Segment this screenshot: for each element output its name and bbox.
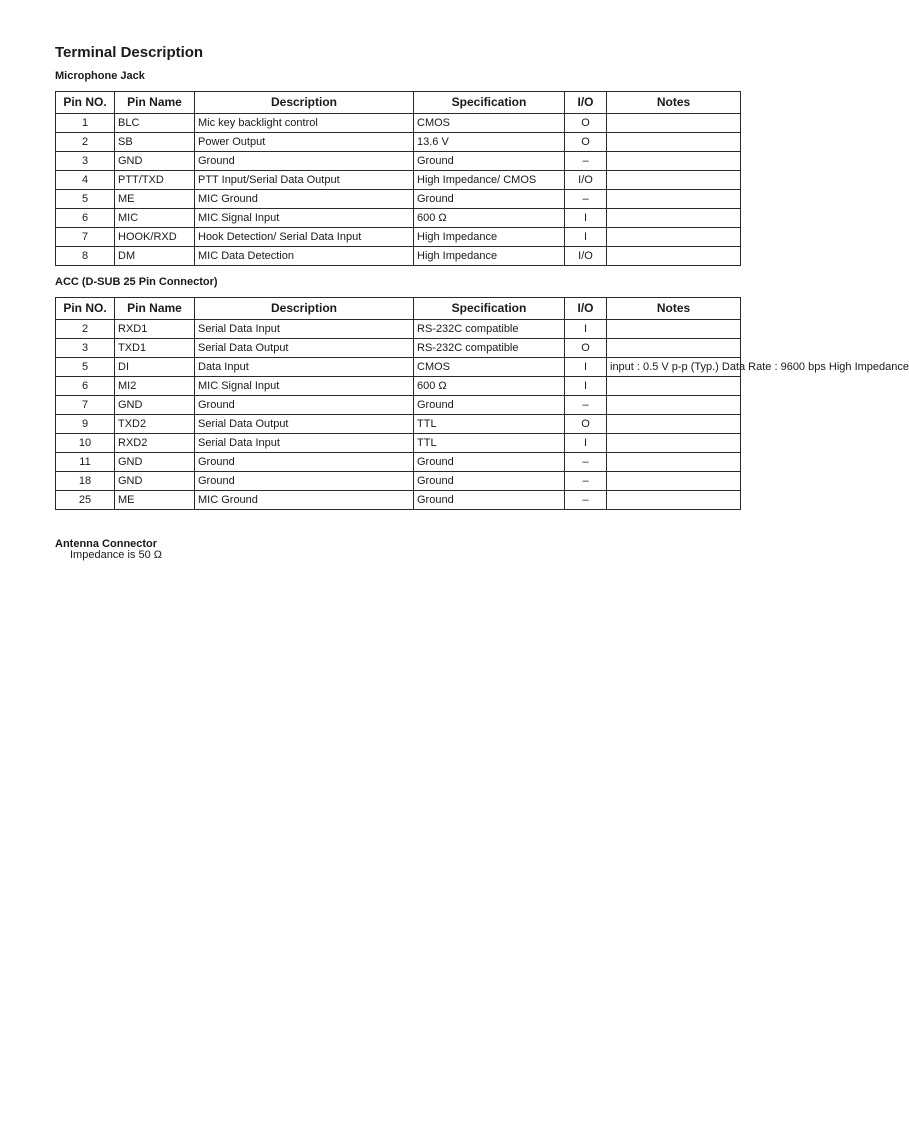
table-row <box>56 209 741 228</box>
cell-description: Serial Data Input <box>195 434 414 453</box>
cell-description: Power Output <box>195 133 414 152</box>
cell-io: – <box>565 152 607 171</box>
acc-connector-table <box>55 297 909 510</box>
cell-io: – <box>565 190 607 209</box>
acc-connector-title: ACC (D-SUB 25 Pin Connector) <box>55 276 218 288</box>
header-io: I/O <box>565 298 607 320</box>
cell-description: MIC Signal Input <box>195 377 414 396</box>
cell-notes <box>607 491 741 510</box>
header-io: I/O <box>565 92 607 114</box>
cell-specification: Ground <box>414 152 565 171</box>
header-specification: Specification <box>414 298 565 320</box>
table-row <box>56 339 741 358</box>
cell-notes <box>607 171 741 190</box>
table-body <box>56 320 909 510</box>
cell-notes <box>607 415 741 434</box>
antenna-connector-title: Antenna Connector <box>55 538 158 550</box>
cell-pin-no: 11 <box>56 453 115 472</box>
table-row <box>56 152 741 171</box>
cell-specification: 600 Ω <box>414 377 565 396</box>
cell-pin-no: 2 <box>56 320 115 339</box>
cell-description: Hook Detection/ Serial Data Input <box>195 228 414 247</box>
cell-notes <box>607 190 741 209</box>
cell-specification: CMOS <box>414 358 565 377</box>
cell-specification: Ground <box>414 190 565 209</box>
cell-specification: High Impedance <box>414 228 565 247</box>
cell-notes <box>607 133 741 152</box>
cell-io: I <box>565 434 607 453</box>
cell-description: Serial Data Output <box>195 415 414 434</box>
header-pin-name: Pin Name <box>115 298 195 320</box>
cell-specification: Ground <box>414 472 565 491</box>
cell-pin-name: RXD2 <box>115 434 195 453</box>
cell-description: MIC Ground <box>195 491 414 510</box>
table-row <box>56 228 741 247</box>
table-row <box>56 453 741 472</box>
cell-pin-no: 5 <box>56 358 115 377</box>
cell-pin-no: 10 <box>56 434 115 453</box>
cell-pin-name: MI2 <box>115 377 195 396</box>
header-notes: Notes <box>607 298 741 320</box>
header-pin-no: Pin NO. <box>56 298 115 320</box>
cell-pin-no: 7 <box>56 228 115 247</box>
cell-specification: Ground <box>414 453 565 472</box>
cell-description: PTT Input/Serial Data Output <box>195 171 414 190</box>
antenna-impedance-text: Impedance is 50 Ω <box>70 549 162 561</box>
table-row <box>56 377 741 396</box>
cell-description: Ground <box>195 396 414 415</box>
cell-notes <box>607 152 741 171</box>
cell-pin-no: 6 <box>56 209 115 228</box>
cell-io: O <box>565 415 607 434</box>
cell-description: Mic key backlight control <box>195 114 414 133</box>
cell-pin-name: TXD1 <box>115 339 195 358</box>
table-header <box>56 298 741 320</box>
cell-specification: 13.6 V <box>414 133 565 152</box>
header-row <box>56 298 741 320</box>
cell-pin-name: PTT/TXD <box>115 171 195 190</box>
cell-pin-name: RXD1 <box>115 320 195 339</box>
cell-io: O <box>565 114 607 133</box>
table-row <box>56 434 741 453</box>
cell-pin-name: DI <box>115 358 195 377</box>
cell-pin-name: GND <box>115 472 195 491</box>
cell-pin-name: GND <box>115 453 195 472</box>
cell-description: Ground <box>195 152 414 171</box>
header-description: Description <box>195 298 414 320</box>
cell-specification: TTL <box>414 434 565 453</box>
table-row <box>56 171 741 190</box>
cell-pin-name: SB <box>115 133 195 152</box>
cell-description: MIC Signal Input <box>195 209 414 228</box>
cell-notes <box>607 114 741 133</box>
cell-notes <box>607 396 741 415</box>
cell-notes <box>607 434 741 453</box>
cell-notes <box>607 453 741 472</box>
cell-io: I <box>565 377 607 396</box>
cell-notes <box>607 339 741 358</box>
cell-pin-no: 5 <box>56 190 115 209</box>
cell-description: Ground <box>195 453 414 472</box>
table-row <box>56 472 741 491</box>
table-row <box>56 133 741 152</box>
cell-io: – <box>565 453 607 472</box>
header-pin-no: Pin NO. <box>56 92 115 114</box>
cell-pin-name: GND <box>115 152 195 171</box>
cell-io: I <box>565 320 607 339</box>
cell-io: O <box>565 339 607 358</box>
cell-io: O <box>565 133 607 152</box>
cell-io: I/O <box>565 171 607 190</box>
cell-specification: RS-232C compatible <box>414 320 565 339</box>
cell-pin-no: 2 <box>56 133 115 152</box>
cell-notes: input : 0.5 V p-p (Typ.) Data Rate : 9600 bps High Impedance <box>607 358 741 377</box>
table-row <box>56 415 741 434</box>
microphone-jack-title: Microphone Jack <box>55 70 145 82</box>
cell-io: I/O <box>565 247 607 266</box>
cell-io: I <box>565 358 607 377</box>
cell-description: Serial Data Output <box>195 339 414 358</box>
table-row <box>56 358 741 377</box>
cell-pin-no: 7 <box>56 396 115 415</box>
cell-description: Data Input <box>195 358 414 377</box>
table-row <box>56 114 741 133</box>
cell-io: I <box>565 228 607 247</box>
cell-description: MIC Ground <box>195 190 414 209</box>
table-header <box>56 92 741 114</box>
cell-pin-no: 3 <box>56 339 115 358</box>
table-row <box>56 491 741 510</box>
cell-pin-no: 25 <box>56 491 115 510</box>
cell-io: – <box>565 491 607 510</box>
cell-specification: 600 Ω <box>414 209 565 228</box>
cell-notes <box>607 228 741 247</box>
cell-specification: RS-232C compatible <box>414 339 565 358</box>
table-row <box>56 190 741 209</box>
cell-specification: High Impedance <box>414 247 565 266</box>
cell-pin-name: GND <box>115 396 195 415</box>
cell-pin-no: 9 <box>56 415 115 434</box>
cell-pin-name: BLC <box>115 114 195 133</box>
cell-notes <box>607 247 741 266</box>
cell-description: MIC Data Detection <box>195 247 414 266</box>
header-notes: Notes <box>607 92 741 114</box>
page-title: Terminal Description <box>55 44 204 61</box>
cell-io: – <box>565 472 607 491</box>
cell-notes <box>607 209 741 228</box>
cell-pin-no: 18 <box>56 472 115 491</box>
cell-specification: Ground <box>414 491 565 510</box>
cell-specification: High Impedance/ CMOS <box>414 171 565 190</box>
cell-pin-no: 6 <box>56 377 115 396</box>
cell-description: Ground <box>195 472 414 491</box>
cell-pin-name: ME <box>115 491 195 510</box>
cell-pin-no: 1 <box>56 114 115 133</box>
cell-specification: CMOS <box>414 114 565 133</box>
cell-pin-name: TXD2 <box>115 415 195 434</box>
cell-pin-name: MIC <box>115 209 195 228</box>
header-specification: Specification <box>414 92 565 114</box>
table-body <box>56 114 741 266</box>
cell-pin-no: 4 <box>56 171 115 190</box>
cell-pin-name: HOOK/RXD <box>115 228 195 247</box>
cell-io: – <box>565 396 607 415</box>
cell-specification: TTL <box>414 415 565 434</box>
cell-notes <box>607 320 741 339</box>
header-pin-name: Pin Name <box>115 92 195 114</box>
cell-pin-name: ME <box>115 190 195 209</box>
cell-notes <box>607 377 741 396</box>
cell-pin-no: 8 <box>56 247 115 266</box>
cell-specification: Ground <box>414 396 565 415</box>
cell-notes <box>607 472 741 491</box>
cell-io: I <box>565 209 607 228</box>
cell-pin-no: 3 <box>56 152 115 171</box>
header-row <box>56 92 741 114</box>
microphone-jack-table <box>55 91 741 266</box>
cell-description: Serial Data Input <box>195 320 414 339</box>
header-description: Description <box>195 92 414 114</box>
cell-pin-name: DM <box>115 247 195 266</box>
table-row <box>56 396 741 415</box>
table-row <box>56 247 741 266</box>
table-row <box>56 320 741 339</box>
